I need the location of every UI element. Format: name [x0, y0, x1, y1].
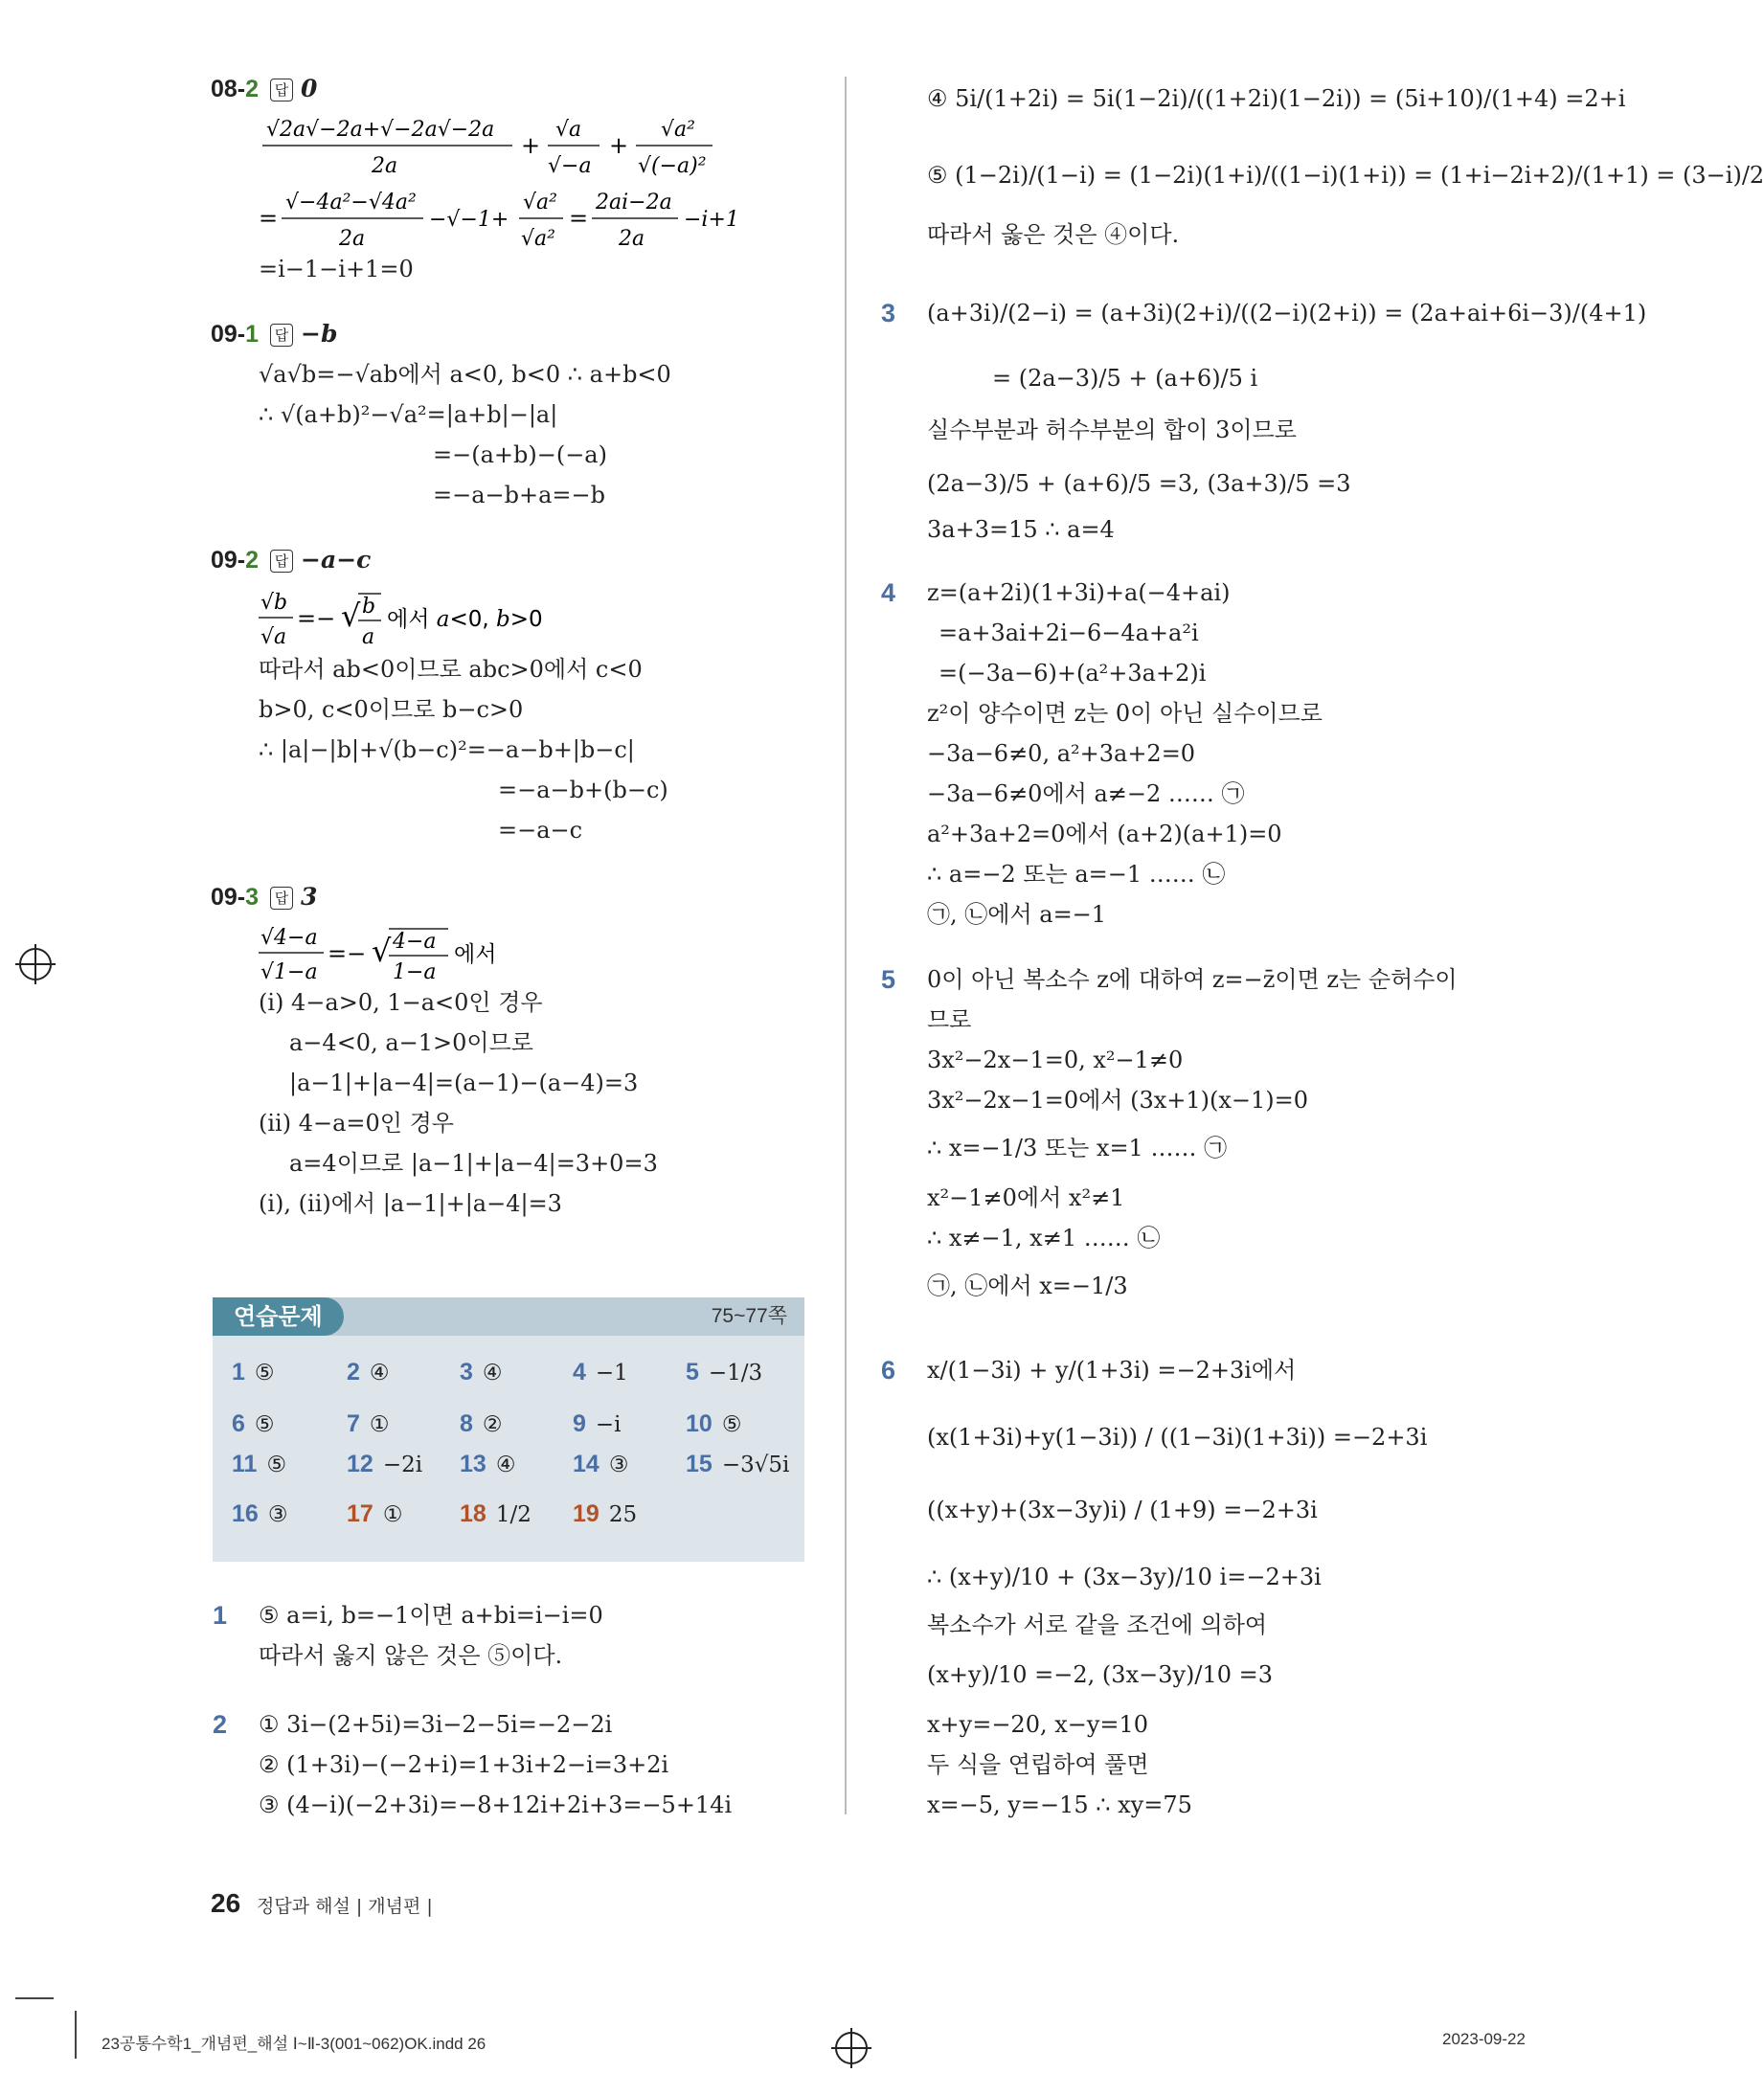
solution-line: =i−1−i+1=0 [259, 256, 414, 282]
practice-answer-item [573, 1500, 637, 1528]
answer-badge: 답 [270, 887, 293, 910]
solution-line [259, 586, 661, 656]
solution-line: a−4<0, a−1>0이므로 [289, 1029, 533, 1056]
solution-line: √a√b=−√ab에서 a<0, b<0 ∴ a+b<0 [259, 361, 671, 388]
practice-answer-value: ③ [608, 1453, 629, 1477]
solution-line: ∴ (x+y)/10 + (3x−3y)/10 i=−2+3i [927, 1564, 1322, 1590]
practice-answer-number: 4 [573, 1359, 586, 1386]
svg-text:−√−1+: −√−1+ [429, 208, 509, 232]
svg-text:√−4a²−√4a²: √−4a²−√4a² [285, 191, 417, 214]
svg-text:√: √ [341, 597, 361, 634]
practice-answer-value: −1/3 [708, 1361, 763, 1386]
crop-mark [75, 2011, 77, 2059]
registration-mark-icon [19, 948, 52, 980]
solution-line: (x+y)/10 =−2, (3x−3y)/10 =3 [927, 1661, 1274, 1688]
footer-section-label: 정답과 해설 | 개념편 | [257, 1896, 433, 1917]
solution-line: 복소수가 서로 같을 조건에 의하여 [927, 1611, 1268, 1638]
practice-answer-value: −1 [595, 1361, 628, 1386]
solution-line: =−a−c [498, 817, 583, 844]
svg-text:√b: √b [260, 591, 288, 615]
solution-line: x+y=−20, x−y=10 [927, 1711, 1149, 1738]
question-number: 4 [881, 578, 896, 607]
question-number: 2 [213, 1710, 228, 1739]
svg-text:에서: 에서 [454, 942, 497, 967]
problem-header-08-2: 08-2 답 0 [211, 75, 318, 102]
practice-answer-item [686, 1451, 789, 1478]
solution-line: =(−3a−6)+(a²+3a+2)i [939, 660, 1207, 687]
practice-answer-number: 9 [573, 1410, 586, 1437]
practice-answer-item [347, 1410, 390, 1438]
problem-header-09-1: 09-1 답 −b [211, 320, 338, 348]
solution-line: ① 3i−(2+5i)=3i−2−5i=−2−2i [259, 1711, 613, 1738]
solution-line: (a+3i)/(2−i) = (a+3i)(2+i)/((2−i)(2+i)) = (2a+ai+6i−3)/(4+1) [927, 300, 1647, 327]
svg-text:=−: =− [297, 605, 336, 632]
practice-answer-number: 1 [232, 1359, 245, 1386]
svg-text:+: + [521, 132, 541, 159]
svg-text:2a: 2a [339, 227, 366, 251]
practice-answer-number: 16 [232, 1500, 259, 1527]
solution-line: ⑤ a=i, b=−1이면 a+bi=i−i=0 [259, 1602, 603, 1629]
solution-line: (ii) 4−a=0인 경우 [259, 1110, 454, 1137]
solution-line: x=−5, y=−15 ∴ xy=75 [927, 1791, 1192, 1818]
practice-answer-value: ④ [495, 1453, 516, 1477]
svg-text:√a: √a [260, 625, 287, 649]
solution-line: a²+3a+2=0에서 (a+2)(a+1)=0 [927, 821, 1282, 847]
solution-line: (i) 4−a>0, 1−a<0인 경우 [259, 989, 543, 1016]
practice-answer-number: 11 [232, 1451, 258, 1477]
practice-answer-value: 1/2 [495, 1502, 531, 1527]
svg-text:2a: 2a [619, 227, 645, 251]
practice-answer-item [232, 1410, 275, 1438]
solution-line: −3a−6≠0, a²+3a+2=0 [927, 740, 1196, 767]
fraction-expression [259, 186, 757, 253]
practice-answer-item [232, 1451, 286, 1478]
practice-answer-item [686, 1359, 762, 1386]
svg-text:에서 a<0, b>0: 에서 a<0, b>0 [387, 607, 543, 632]
practice-answer-item [573, 1359, 628, 1386]
answer-badge: 답 [270, 550, 293, 573]
svg-text:a: a [362, 625, 375, 649]
practice-answer-value: ④ [369, 1361, 390, 1386]
solution-line: 따라서 옳은 것은 ④이다. [927, 221, 1180, 248]
svg-text:1−a: 1−a [393, 960, 437, 984]
practice-pages: 75~77쪽 [711, 1305, 787, 1327]
solution-line: 3a+3=15 ∴ a=4 [927, 516, 1115, 543]
practice-answer-value: ① [369, 1412, 390, 1437]
practice-title: 연습문제 [213, 1297, 344, 1336]
registration-mark-icon [835, 2032, 868, 2064]
solution-line: x²−1≠0에서 x²≠1 [927, 1184, 1125, 1211]
solution-line: (i), (ii)에서 |a−1|+|a−4|=3 [259, 1190, 562, 1217]
practice-answer-value: ① [382, 1502, 403, 1527]
solution-line: z=(a+2i)(1+3i)+a(−4+ai) [927, 579, 1231, 606]
solution-line: ⑤ (1−2i)/(1−i) = (1−2i)(1+i)/((1−i)(1+i)) = (1+i−2i+2)/(1+1) = (3−i)/2 [927, 162, 1764, 189]
solution-line: ∴ |a|−|b|+√(b−c)²=−a−b+|b−c| [259, 736, 635, 763]
svg-text:√4−a: √4−a [260, 926, 318, 950]
svg-text:√a²: √a² [661, 118, 695, 142]
practice-answer-item [460, 1500, 531, 1528]
solution-line: 3x²−2x−1=0에서 (3x+1)(x−1)=0 [927, 1087, 1309, 1114]
answer-badge: 답 [270, 79, 293, 101]
solution-line: a=4이므로 |a−1|+|a−4|=3+0=3 [289, 1150, 658, 1177]
practice-answer-item [686, 1410, 741, 1438]
practice-answer-item [573, 1410, 622, 1438]
practice-answer-item [232, 1359, 275, 1386]
practice-answer-value: ③ [267, 1502, 288, 1527]
svg-text:√: √ [372, 933, 392, 969]
solution-line: ∴ a=−2 또는 a=−1 …… ㉡ [927, 861, 1226, 888]
solution-line: x/(1−3i) + y/(1+3i) =−2+3i에서 [927, 1357, 1297, 1384]
solution-line: 따라서 옳지 않은 것은 ⑤이다. [259, 1642, 563, 1669]
solution-line: (2a−3)/5 + (a+6)/5 =3, (3a+3)/5 =3 [927, 470, 1351, 497]
practice-answer-number: 7 [347, 1410, 360, 1437]
column-divider [845, 77, 847, 1814]
answer-badge: 답 [270, 324, 293, 347]
practice-answer-item [232, 1500, 287, 1528]
svg-text:√a²: √a² [521, 227, 555, 251]
practice-answer-number: 15 [686, 1451, 712, 1477]
practice-answer-value: ⑤ [721, 1412, 742, 1437]
practice-answer-value: −i [595, 1412, 622, 1437]
solution-line: z²이 양수이면 z는 0이 아닌 실수이므로 [927, 700, 1323, 727]
question-number: 3 [881, 299, 896, 327]
fraction-expression [259, 113, 737, 180]
solution-line: =a+3ai+2i−6−4a+a²i [939, 620, 1199, 646]
solution-line: 3x²−2x−1=0, x²−1≠0 [927, 1047, 1184, 1073]
solution-line: =−(a+b)−(−a) [433, 441, 607, 468]
svg-text:+: + [609, 132, 629, 159]
question-number: 5 [881, 965, 896, 994]
svg-text:2ai−2a: 2ai−2a [596, 191, 672, 214]
svg-text:√a: √a [555, 118, 582, 142]
svg-text:√(−a)²: √(−a)² [638, 154, 707, 178]
practice-answer-value: ⑤ [254, 1361, 275, 1386]
problem-header-09-3: 09-3 답 3 [211, 883, 318, 911]
practice-answer-item [347, 1359, 390, 1386]
svg-text:2a: 2a [372, 154, 398, 178]
practice-answer-number: 13 [460, 1451, 486, 1477]
svg-text:=: = [259, 205, 279, 232]
fraction-expression [259, 586, 661, 649]
solution-line: 실수부분과 허수부분의 합이 3이므로 [927, 417, 1297, 443]
solution-line: −3a−6≠0에서 a≠−2 …… ㉠ [927, 780, 1245, 807]
practice-answer-value: ⑤ [266, 1453, 287, 1477]
print-date: 2023-09-22 [1442, 2030, 1526, 2048]
practice-answer-value: ⑤ [254, 1412, 275, 1437]
practice-answer-number: 12 [347, 1451, 373, 1477]
practice-answer-item [460, 1359, 503, 1386]
solution-line: (x(1+3i)+y(1−3i)) / ((1−3i)(1+3i)) =−2+3i [927, 1424, 1428, 1451]
solution-line: 두 식을 연립하여 풀면 [927, 1751, 1149, 1778]
svg-text:√a²: √a² [523, 191, 557, 214]
solution-line: ㉠, ㉡에서 a=−1 [927, 901, 1107, 928]
practice-answer-value: −3√5i [721, 1453, 790, 1477]
question-number: 1 [213, 1601, 228, 1630]
solution-line: 따라서 ab<0이므로 abc>0에서 c<0 [259, 656, 643, 683]
solution-line: ㉠, ㉡에서 x=−1/3 [927, 1273, 1128, 1299]
solution-line: b>0, c<0이므로 b−c>0 [259, 696, 524, 723]
practice-answer-item [460, 1451, 515, 1478]
svg-text:√2a√−2a+√−2a√−2a: √2a√−2a+√−2a√−2a [266, 118, 495, 142]
practice-answer-value: ② [482, 1412, 503, 1437]
solution-line: =−a−b+a=−b [433, 482, 605, 508]
practice-answer-number: 3 [460, 1359, 473, 1386]
practice-header [213, 1297, 804, 1336]
svg-text:b: b [362, 595, 376, 619]
solution-line: |a−1|+|a−4|=(a−1)−(a−4)=3 [289, 1070, 639, 1096]
fraction-expression [259, 921, 661, 984]
solution-line: 므로 [927, 1006, 972, 1033]
file-slug: 23공통수학1_개념편_해설 Ⅰ~Ⅱ-3(001~062)OK.indd 26 [102, 2035, 486, 2053]
practice-answer-item [573, 1451, 628, 1478]
svg-text:=: = [569, 205, 589, 232]
solution-line: = (2a−3)/5 + (a+6)/5 i [992, 365, 1258, 392]
crop-mark [15, 1997, 54, 1999]
practice-answer-number: 19 [573, 1500, 599, 1527]
practice-answer-number: 6 [232, 1410, 245, 1437]
practice-answer-value: 25 [608, 1502, 638, 1527]
practice-answer-value: ④ [482, 1361, 503, 1386]
practice-answer-number: 17 [347, 1500, 373, 1527]
solution-line [259, 113, 737, 187]
practice-answer-number: 2 [347, 1359, 360, 1386]
svg-text:√−a: √−a [548, 154, 592, 178]
solution-line: ② (1+3i)−(−2+i)=1+3i+2−i=3+2i [259, 1751, 669, 1778]
solution-line: ∴ x=−1/3 또는 x=1 …… ㉠ [927, 1135, 1228, 1161]
solution-line: ④ 5i/(1+2i) = 5i(1−2i)/((1+2i)(1−2i)) = (5i+10)/(1+4) =2+i [927, 85, 1626, 112]
practice-answer-item [460, 1410, 503, 1438]
problem-header-09-2: 09-2 답 −a−c [211, 546, 372, 574]
svg-text:4−a: 4−a [393, 930, 437, 954]
svg-text:√1−a: √1−a [260, 960, 318, 984]
practice-answer-number: 5 [686, 1359, 699, 1386]
practice-answer-item [347, 1451, 422, 1478]
solution-line: ((x+y)+(3x−3y)i) / (1+9) =−2+3i [927, 1497, 1318, 1523]
practice-answer-value: −2i [382, 1453, 423, 1477]
solution-line [259, 186, 757, 259]
svg-text:−i+1: −i+1 [684, 208, 739, 232]
practice-answer-number: 18 [460, 1500, 486, 1527]
svg-text:=−: =− [328, 940, 367, 967]
practice-answers-box [213, 1297, 804, 1562]
solution-line: ∴ x≠−1, x≠1 …… ㉡ [927, 1225, 1161, 1251]
page-number: 26 [211, 1888, 241, 1918]
solution-line: ∴ √(a+b)²−√a²=|a+b|−|a| [259, 401, 558, 428]
solution-line: =−a−b+(b−c) [498, 777, 668, 803]
practice-answer-number: 14 [573, 1451, 599, 1477]
practice-answer-number: 8 [460, 1410, 473, 1437]
practice-answer-item [347, 1500, 402, 1528]
solution-line: ③ (4−i)(−2+3i)=−8+12i+2i+3=−5+14i [259, 1791, 733, 1818]
solution-line: 0이 아닌 복소수 z에 대하여 z=−z̄이면 z는 순허수이 [927, 966, 1458, 993]
question-number: 6 [881, 1356, 896, 1385]
practice-answer-number: 10 [686, 1410, 712, 1437]
solution-line [259, 921, 661, 991]
